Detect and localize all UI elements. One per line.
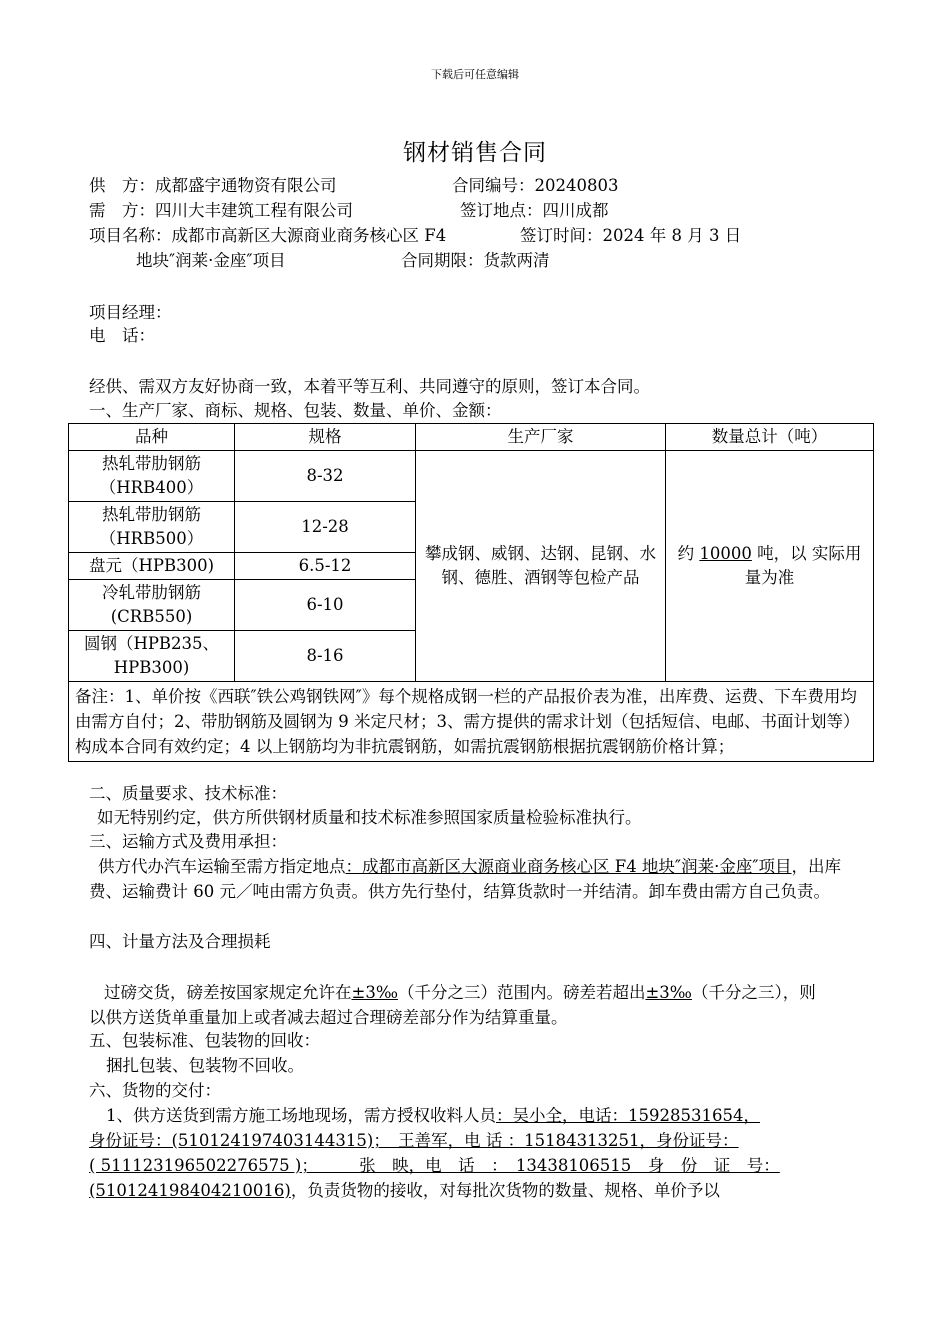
goods-table <box>68 423 874 762</box>
buyer-name: 四川大丰建筑工程有限公司 <box>155 201 353 220</box>
contract-no-line <box>452 174 618 198</box>
section-4-a: 过磅交货，磅差按国家规定允许在 <box>104 983 352 1002</box>
product-name-cell: 热轧带肋钢筋（HRB400） <box>69 451 235 502</box>
remark-cell: 备注：1、单价按《西联″铁公鸡钢铁网″》每个规格成钢一栏的产品报价表为准，出库费、运费、下车费用均由需方自付；2、带肋钢筋及圆钢为 9 米定尺材；3、需方提供的需求计划（包括短信、电邮、书面计划等）构成本合同有效约定；4 以上钢筋均为非抗震钢筋，如需抗震钢筋根据抗震钢筋价格计算； <box>69 682 874 762</box>
section-5-heading: 五、包装标准、包装物的回收： <box>89 1031 320 1050</box>
section-3-text <box>89 854 859 904</box>
supplier-line <box>89 174 337 198</box>
product-name-cell: 盘元（HPB300) <box>69 553 235 580</box>
phone-label: 电 话： <box>89 326 155 345</box>
spec-cell: 12-28 <box>235 502 416 553</box>
term-label: 合同期限： <box>401 251 484 270</box>
product-name-cell: 冷轧带肋钢筋(CRB550) <box>69 580 235 631</box>
project-name-2: 地块″润莱·金座″项目 <box>136 251 286 270</box>
document-title: 钢材销售合同 <box>403 140 547 166</box>
header-cell: 规格 <box>235 424 416 451</box>
supplier-name: 成都盛宇通物资有限公司 <box>155 176 337 195</box>
sign-place-label: 签订地点： <box>460 201 543 220</box>
section-4-b: （千分之三）范围内。磅差若超出 <box>397 983 646 1002</box>
header-note: 下载后可任意编辑 <box>431 68 519 81</box>
intro-text: 经供、需双方友好协商一致，本着平等互利、共同遵守的原则，签订本合同。 <box>89 377 650 396</box>
section-2-heading: 二、质量要求、技术标准： <box>89 784 287 803</box>
section-6-heading: 六、货物的交付： <box>89 1081 221 1100</box>
table-row <box>69 451 874 502</box>
quantity-suffix: 吨，以 实际用量为准 <box>744 544 862 587</box>
project-label: 项目名称： <box>89 226 172 245</box>
spec-cell: 6-10 <box>235 580 416 631</box>
product-name-cell: 圆钢（HPB235、HPB300) <box>69 631 235 682</box>
section-3-post: ，出库费、运输费计 60 元／吨由需方负责。供方先行垫付，结算货款时一并结清。卸车费由需方自己负责。 <box>89 857 842 901</box>
tolerance-2: ±3‰ <box>645 983 692 1002</box>
buyer-line <box>89 199 353 223</box>
section-2-text: 如无特别约定，供方所供钢材质量和技术标准参照国家质量检验标准执行。 <box>97 808 642 827</box>
spec-cell: 8-16 <box>235 631 416 682</box>
section-3-pre: 供方代办汽车运输至需方指定地点 <box>98 857 346 876</box>
buyer-label: 需 方： <box>89 201 155 220</box>
section-5-text: 捆扎包装、包装物不回收。 <box>106 1056 304 1075</box>
quantity-cell <box>666 451 874 682</box>
quantity-value: 10000 <box>699 544 752 563</box>
header-cell: 品种 <box>69 424 235 451</box>
tolerance-1: ±3‰ <box>351 983 398 1002</box>
project-line <box>89 224 446 248</box>
header-cell: 数量总计（吨） <box>666 424 874 451</box>
contract-no-label: 合同编号： <box>452 176 535 195</box>
maker-cell: 攀成钢、威钢、达钢、昆钢、水钢、德胜、酒钢等包检产品 <box>416 451 666 682</box>
term: 货款两清 <box>483 251 550 270</box>
spec-cell: 6.5-12 <box>235 553 416 580</box>
section-6-line-4-post: ，负责货物的接收，对每批次货物的数量、规格、单价予以 <box>290 1181 720 1200</box>
table-header-row <box>69 424 874 451</box>
sign-time-line <box>520 224 741 248</box>
section-6-line-3: ( 511123196502276575 )； 张 映，电 话 ： 13438106515 身 份 证 号： <box>89 1156 780 1175</box>
contract-no: 20240803 <box>534 176 619 195</box>
section-4-text <box>89 980 819 1030</box>
pm-label: 项目经理： <box>89 303 172 322</box>
receiver-3-id: (510124198404210016) <box>89 1181 291 1200</box>
sign-time-label: 签订时间： <box>520 226 603 245</box>
section-1-heading: 一、生产厂家、商标、规格、包装、数量、单价、金额： <box>89 401 502 420</box>
section-6-line-2: 身份证号：(510124197403144315)； 王善军，电 话 ：15184313251，身份证号： <box>89 1131 739 1150</box>
section-6-line-1-pre: 1、供方送货到需方施工场地现场，需方授权收料人员 <box>106 1106 496 1125</box>
section-3-heading: 三、运输方式及费用承担： <box>89 832 287 851</box>
term-line <box>401 249 550 273</box>
section-4-c: （千分之三），则以供方送货单重量加上或者减去超过合理磅差部分作为结算重量。 <box>89 983 816 1027</box>
section-4-heading: 四、计量方法及合理损耗 <box>89 932 271 951</box>
receiver-1: ：吴小全，电话：15928531654， <box>496 1106 760 1125</box>
sign-time: 2024 年 8 月 3 日 <box>602 226 742 245</box>
section-6-line-4 <box>89 1179 720 1203</box>
spec-cell: 8-32 <box>235 451 416 502</box>
sign-place: 四川成都 <box>542 201 609 220</box>
delivery-place: ：成都市高新区大源商业商务核心区 F4 地块″润莱·金座″项目 <box>345 857 792 876</box>
header-cell: 生产厂家 <box>416 424 666 451</box>
section-6-line-1 <box>106 1104 760 1128</box>
product-name-cell: 热轧带肋钢筋（HRB500） <box>69 502 235 553</box>
quantity-prefix: 约 <box>677 544 700 563</box>
sign-place-line <box>460 199 609 223</box>
supplier-label: 供 方： <box>89 176 155 195</box>
remark-row <box>69 682 874 762</box>
project-name-1: 成都市高新区大源商业商务核心区 F4 <box>171 226 447 245</box>
